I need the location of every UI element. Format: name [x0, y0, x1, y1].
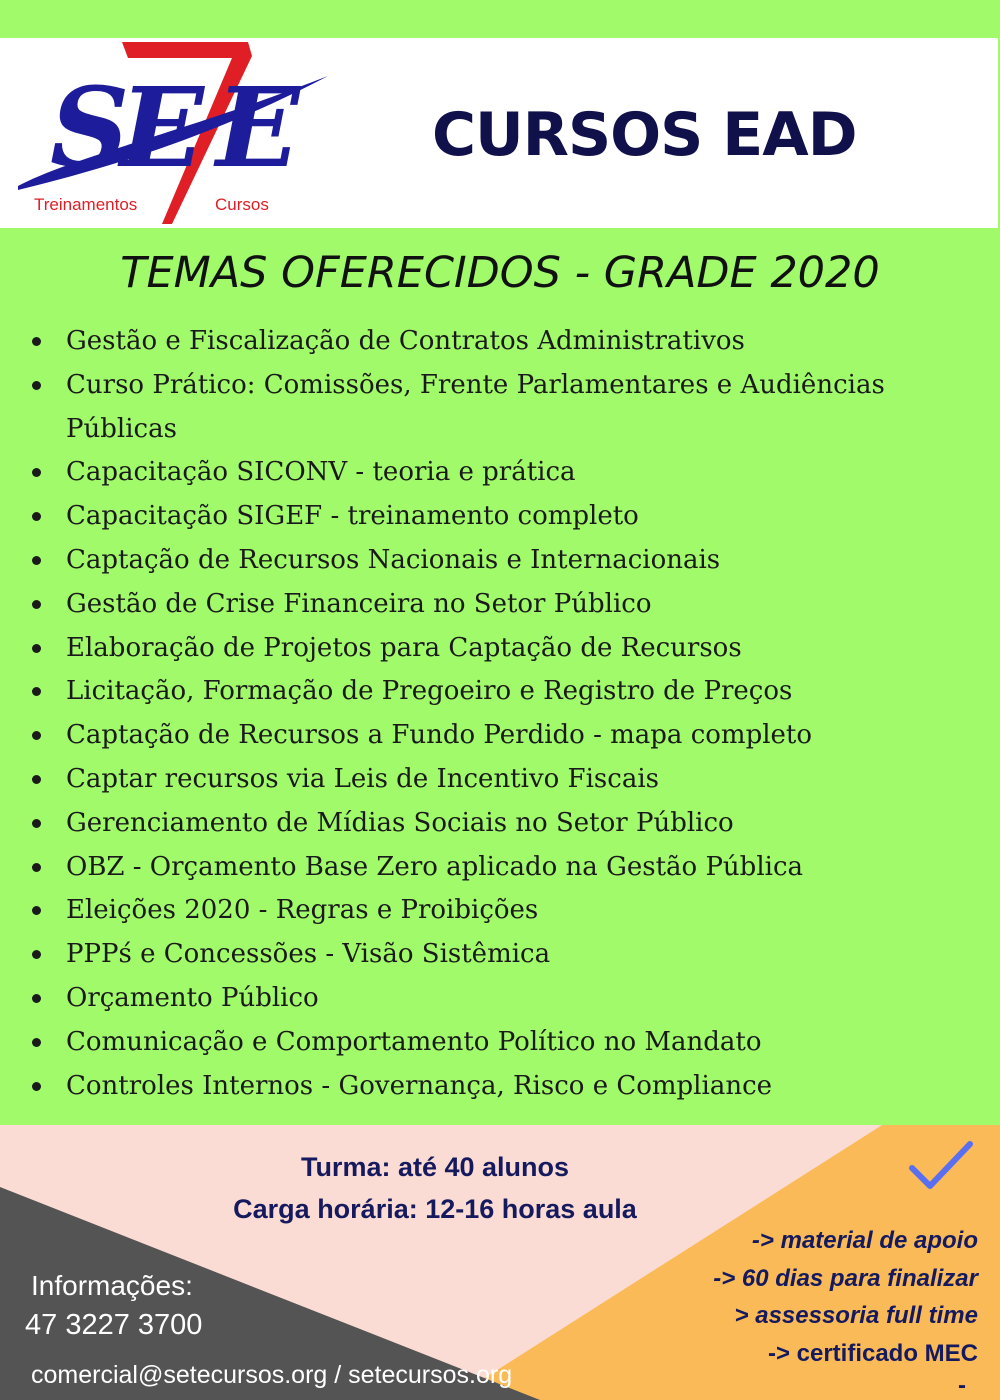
list-item	[30, 670, 960, 714]
email-website: comercial@setecursos.org / setecursos.org	[31, 1361, 513, 1389]
phone-number: 47 3227 3700	[25, 1309, 203, 1341]
bullet-icon	[32, 381, 41, 390]
list-item	[30, 539, 960, 583]
list-item	[30, 802, 960, 846]
feature-item: -> 60 dias para finalizar	[713, 1264, 978, 1292]
svg-text:E: E	[120, 63, 204, 192]
course-label: Capacitação SICONV - teoria e prática	[66, 457, 576, 488]
info-label: Informações:	[31, 1270, 193, 1301]
course-label: Eleições 2020 - Regras e Proibições	[66, 895, 539, 926]
bullet-icon	[32, 863, 41, 872]
bullet-icon	[32, 906, 41, 915]
header-title: CURSOS EAD	[432, 100, 857, 170]
course-label: Captação de Recursos Nacionais e Internacionais	[66, 544, 721, 575]
course-label: PPPś e Concessões - Visão Sistêmica	[66, 939, 551, 970]
course-label: OBZ - Orçamento Base Zero aplicado na Gestão Pública	[66, 851, 804, 882]
svg-text:E: E	[216, 63, 300, 192]
course-label: Curso Prático: Comissões, Frente Parlamentares e Audiências Públicas	[66, 369, 885, 444]
list-item	[30, 977, 960, 1021]
svg-text:S: S	[50, 63, 130, 192]
bullet-icon	[32, 644, 41, 653]
list-item	[30, 495, 960, 539]
list-item	[30, 758, 960, 802]
features-list	[713, 1222, 978, 1372]
list-item	[30, 451, 960, 495]
bullet-icon	[32, 337, 41, 346]
bullet-icon	[32, 775, 41, 784]
bullet-icon	[32, 819, 41, 828]
list-item	[30, 627, 960, 671]
list-item	[30, 933, 960, 977]
list-item	[30, 320, 960, 364]
feature-item: -> material de apoio	[751, 1227, 978, 1254]
workload-text: Carga horária: 12-16 horas aula	[233, 1194, 637, 1224]
list-item	[30, 846, 960, 890]
class-size-text: Turma: até 40 alunos	[300, 1152, 570, 1182]
list-item	[30, 714, 960, 758]
course-list	[30, 320, 960, 1108]
logo-caption-left: Treinamentos	[34, 195, 138, 214]
bullet-icon	[32, 600, 41, 609]
bullet-icon	[32, 556, 41, 565]
feature-item: > assessoria full time	[734, 1302, 978, 1329]
bullet-icon	[32, 1038, 41, 1047]
bullet-icon	[32, 731, 41, 740]
bullet-icon	[32, 468, 41, 477]
course-label: Orçamento Público	[66, 982, 319, 1013]
course-label: Comunicação e Comportamento Político no Mandato	[66, 1026, 762, 1057]
course-label: Gestão e Fiscalização de Contratos Administrativos	[66, 326, 745, 356]
course-label: Elaboração de Projetos para Captação de Recursos	[66, 632, 742, 663]
course-label: Captação de Recursos a Fundo Perdido - mapa completo	[66, 720, 813, 751]
feature-item: -> certificado MEC	[767, 1339, 978, 1367]
bullet-icon	[32, 512, 41, 521]
bullet-icon	[32, 950, 41, 959]
logo-caption-right: Cursos	[215, 195, 269, 214]
trailing-dash: -	[958, 1372, 966, 1399]
bullet-icon	[32, 1082, 41, 1091]
section-title: TEMAS OFERECIDOS - GRADE 2020	[120, 248, 880, 298]
list-item	[30, 889, 960, 933]
course-label: Controles Internos - Governança, Risco e Compliance	[66, 1070, 773, 1101]
course-label: Licitação, Formação de Pregoeiro e Registro de Preços	[66, 676, 793, 707]
check-icon	[906, 1138, 976, 1194]
course-label: Captar recursos via Leis de Incentivo Fiscais	[66, 763, 659, 794]
list-item	[30, 1021, 960, 1065]
top-strip	[0, 0, 1000, 38]
course-label: Capacitação SIGEF - treinamento completo	[66, 501, 639, 532]
list-item	[30, 364, 960, 452]
bullet-icon	[32, 994, 41, 1003]
bullet-icon	[32, 687, 41, 696]
course-label: Gestão de Crise Financeira no Setor Público	[66, 588, 652, 619]
list-item	[30, 583, 960, 627]
course-label: Gerenciamento de Mídias Sociais no Setor Público	[66, 807, 734, 838]
list-item	[30, 1065, 960, 1109]
sete-logo	[10, 38, 340, 228]
header-banner	[0, 38, 998, 228]
